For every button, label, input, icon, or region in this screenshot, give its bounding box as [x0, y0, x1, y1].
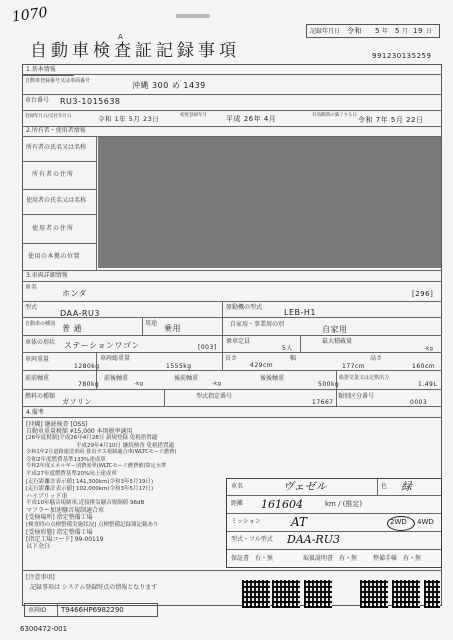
- record-date-year-unit: 年: [382, 28, 389, 35]
- card-distance-unit: km / (推定): [325, 500, 363, 508]
- record-date-month: 5: [395, 27, 400, 35]
- width-label: 幅: [290, 355, 297, 362]
- fr-label: 前後軸重: [104, 375, 129, 382]
- maxload-value: -kg: [424, 346, 434, 352]
- issue-value: 令和 1年 5月 23日: [98, 115, 160, 123]
- remark-line: ハイブリッド車: [26, 492, 68, 500]
- divider: [377, 479, 378, 495]
- model-label: 型式: [25, 304, 38, 311]
- qr-code-2: [272, 580, 300, 608]
- divider: [96, 136, 97, 270]
- fuel-value: ガソリン: [62, 398, 92, 406]
- issue-label: 登録年月日/交付年月日: [25, 114, 72, 119]
- remark-line: 令和1年2月道路運送車両 排出ガス規制適合車(WLTCモード燃費): [26, 448, 177, 455]
- manual-value: 有・無: [339, 555, 358, 562]
- notice-header: [注意事項]: [26, 574, 55, 581]
- maxload-label: 最大積載量: [322, 338, 353, 345]
- divider: [96, 370, 97, 389]
- drive-2wd: 2WD: [390, 518, 407, 526]
- use-label: 用途: [145, 320, 158, 327]
- plate-label: 自動車登録番号又は車両番号: [25, 78, 91, 84]
- notice-text: 記録事項は システム登録時点の情報となります: [30, 584, 158, 591]
- expiry-value: 令和 7年 5月 22日: [358, 116, 424, 124]
- chassis-label: 車台番号: [25, 97, 50, 104]
- redaction-block: [98, 137, 441, 268]
- divider: [22, 74, 442, 75]
- fuel-label: 燃料の種類: [25, 393, 56, 400]
- divider: [222, 335, 223, 352]
- engine-label: 原動機の型式: [226, 304, 263, 311]
- card-model-value: DAA-RU3: [287, 533, 340, 546]
- type-value: 普 通: [62, 324, 83, 333]
- card-distance-value: 161604: [261, 498, 303, 511]
- record-date-day-unit: 日: [426, 28, 433, 35]
- manual-label: 取扱説明書: [303, 555, 334, 562]
- type-label: 自動車の種別: [25, 321, 56, 327]
- length-value: 429cm: [250, 362, 274, 369]
- card-name-label: 車名: [231, 483, 244, 490]
- record-date-day: 19: [413, 27, 423, 35]
- divider: [222, 352, 223, 370]
- remark-line: [検査時の点検整備実施状況] 点検整備記録簿記載あり: [26, 521, 159, 528]
- sec2-header: 2.所有者・使用者情報: [26, 127, 86, 134]
- location-label: 使用の本拠の位置: [28, 253, 81, 260]
- divider: [336, 370, 337, 389]
- divider: [222, 317, 223, 335]
- divider: [222, 301, 223, 317]
- owner-address-label: 所有者の住所: [32, 171, 75, 178]
- card-color-label: 色: [381, 483, 388, 490]
- purpose-label: 自家用・事業用の別: [230, 321, 285, 328]
- card-name-value: ヴェゼル: [283, 480, 327, 493]
- weight-label: 車両重量: [25, 356, 50, 363]
- remark-line: [走行距離計表示値] 141,300km(令和3年5月19日): [26, 478, 154, 485]
- chassis-value: RU3-1015638: [60, 97, 121, 106]
- owner-name-label: 所有者の氏名又は名称: [26, 144, 87, 151]
- model-value: DAA-RU3: [60, 309, 100, 318]
- remark-line: 令和2年度エネルギー消費効率(WLTCモード燃費値)算定水準: [26, 463, 167, 470]
- drive-sep: ・: [410, 518, 417, 526]
- disp-label: 総排気量又は定格出力: [339, 375, 390, 381]
- first-reg-label: 初度登録年月: [180, 113, 207, 118]
- purpose-value: 自家用: [322, 325, 348, 334]
- make-value: ホンダ: [62, 289, 88, 298]
- ff-value: 780kg: [78, 381, 100, 388]
- user-name-label: 使用者の氏名又は名称: [26, 197, 87, 204]
- divider: [22, 75, 74, 76]
- body-label: 車体の形状: [25, 339, 56, 346]
- card-mission-label: ミッション: [231, 518, 261, 525]
- remark-line: [指定工場コード] 99-00119: [26, 536, 104, 543]
- remark-line: 平成27年度燃費基準20%向上達成車: [26, 471, 117, 478]
- remark-line: マフラー加速騒音規制適合車: [26, 507, 105, 515]
- body-value: ステーションワゴン: [64, 341, 141, 350]
- card-distance-label: 距離: [231, 500, 244, 507]
- warranty-value: 有・無: [255, 555, 274, 562]
- height-label: 高さ: [370, 355, 383, 362]
- rf-value: -kg: [212, 381, 222, 387]
- divider: [227, 495, 441, 496]
- divider: [227, 513, 441, 514]
- divider: [22, 417, 442, 418]
- expiry-label: 有効期間の満了する日: [312, 113, 357, 118]
- divider: [22, 389, 442, 390]
- card-mission-value: AT: [291, 515, 308, 529]
- divider: [22, 214, 97, 215]
- divider: [164, 389, 165, 406]
- fr-value: -kg: [134, 381, 144, 387]
- width-value: 177cm: [342, 363, 366, 370]
- qr-code-6: [424, 580, 440, 608]
- make-code: [296]: [412, 290, 434, 298]
- height-value: 160cm: [412, 363, 436, 370]
- divider: [22, 189, 97, 190]
- remark-line: 平成10年騒音規制車,近接排気騒音規制値 96dB: [26, 500, 145, 507]
- remark-line: 令和2年度燃費基準133%達成車: [26, 456, 106, 463]
- make-label: 車名: [25, 284, 38, 291]
- divider: [22, 270, 442, 271]
- disp-value: 1.49L: [418, 381, 438, 388]
- divider: [227, 531, 441, 532]
- remark-line: 以下余白: [26, 543, 51, 551]
- divider: [22, 281, 442, 282]
- divider: [57, 604, 58, 616]
- remark-line: [受検形態] 指定整備工場: [26, 528, 93, 536]
- ff-label: 前前軸重: [25, 375, 50, 382]
- divider: [142, 317, 143, 335]
- capacity-label: 乗車定員: [226, 338, 251, 345]
- user-address-label: 使用者の住所: [32, 225, 75, 232]
- sec3-header: 3.車両詳細情報: [26, 272, 68, 279]
- remark-line: [走行距離計表示値] 102,000km(令和3年5月17日): [26, 485, 154, 492]
- page-title: 自動車検査証記録事項: [30, 41, 240, 61]
- record-date-month-unit: 月: [402, 28, 409, 35]
- divider: [22, 317, 442, 318]
- car-id-box: [24, 603, 158, 617]
- class-value: 0003: [410, 399, 428, 406]
- remark-line: [受検場所] 指定整備工場: [26, 514, 93, 522]
- dealer-card: [226, 478, 442, 568]
- record-label: 整備手帳: [373, 555, 398, 562]
- sec1-header: 1.基本情報: [26, 66, 56, 73]
- record-date-era: 令和: [347, 27, 362, 35]
- qr-code-4: [360, 580, 388, 608]
- doc-number: 991230135259: [372, 52, 432, 60]
- divider: [22, 352, 442, 353]
- qr-code-3: [304, 580, 332, 608]
- corner-handwriting: 1070: [11, 4, 49, 26]
- card-color-value: 緑: [401, 480, 412, 493]
- plate-value: 沖縄 300 め 1439: [132, 81, 206, 90]
- sec4-header: 4.備考: [26, 409, 44, 416]
- warranty-label: 保証書: [231, 555, 250, 562]
- serial-number: 6300472-001: [20, 625, 68, 633]
- gross-value: 1555kg: [166, 363, 192, 370]
- divider: [22, 94, 442, 95]
- record-date-box: [306, 24, 440, 38]
- divider: [227, 549, 441, 550]
- remark-line: 自動車重量税額 ¥15,000 本則税率適用: [26, 428, 133, 436]
- qr-code-5: [392, 580, 420, 608]
- top-mark: [176, 14, 210, 18]
- weight-value: 1280kg: [74, 363, 100, 370]
- car-id-label: 車両ID: [28, 607, 47, 614]
- divider: [22, 570, 442, 571]
- card-model-label: 型式・フル型式: [231, 536, 273, 543]
- remark-line: 平成29年4月10日 継続検査 免税措置適: [76, 442, 174, 449]
- car-id-value: T9466HP6982290: [61, 606, 124, 614]
- gross-label: 車両総重量: [100, 355, 131, 362]
- remark-line: [沖縄] 継続検査 [OSS]: [26, 421, 88, 428]
- divider: [22, 406, 442, 407]
- divider: [22, 301, 442, 302]
- divider: [300, 335, 301, 352]
- divider: [22, 370, 442, 371]
- class-label: 類別区分番号: [338, 393, 375, 400]
- drive-4wd: 4WD: [417, 518, 434, 526]
- rr-label: 後後軸重: [260, 375, 285, 382]
- use-value: 乗用: [164, 324, 181, 333]
- approval-value: 17667: [312, 399, 334, 406]
- length-label: 長さ: [225, 355, 238, 362]
- record-date-label: 記録年月日: [310, 28, 341, 35]
- approval-label: 型式指定番号: [196, 393, 233, 400]
- divider: [22, 110, 442, 111]
- first-reg-value: 平成 26年 4月: [226, 115, 277, 123]
- engine-value: LEB-H1: [284, 308, 316, 317]
- record-date-year: 5: [375, 27, 380, 35]
- divider: [336, 389, 337, 406]
- record-value: 有・無: [403, 555, 422, 562]
- rf-label: 後前軸重: [174, 375, 199, 382]
- body-code: [003]: [198, 344, 217, 351]
- divider: [96, 352, 97, 370]
- qr-code-1: [242, 580, 270, 608]
- remark-line: [26年度税制]平成26年4月28日 新規登録 免税措置適: [26, 435, 158, 442]
- divider: [22, 335, 442, 336]
- form-letter: A: [118, 33, 123, 41]
- divider: [22, 161, 97, 162]
- rr-value: 500kg: [318, 381, 340, 388]
- divider: [22, 243, 97, 244]
- capacity-value: 5人: [282, 345, 293, 352]
